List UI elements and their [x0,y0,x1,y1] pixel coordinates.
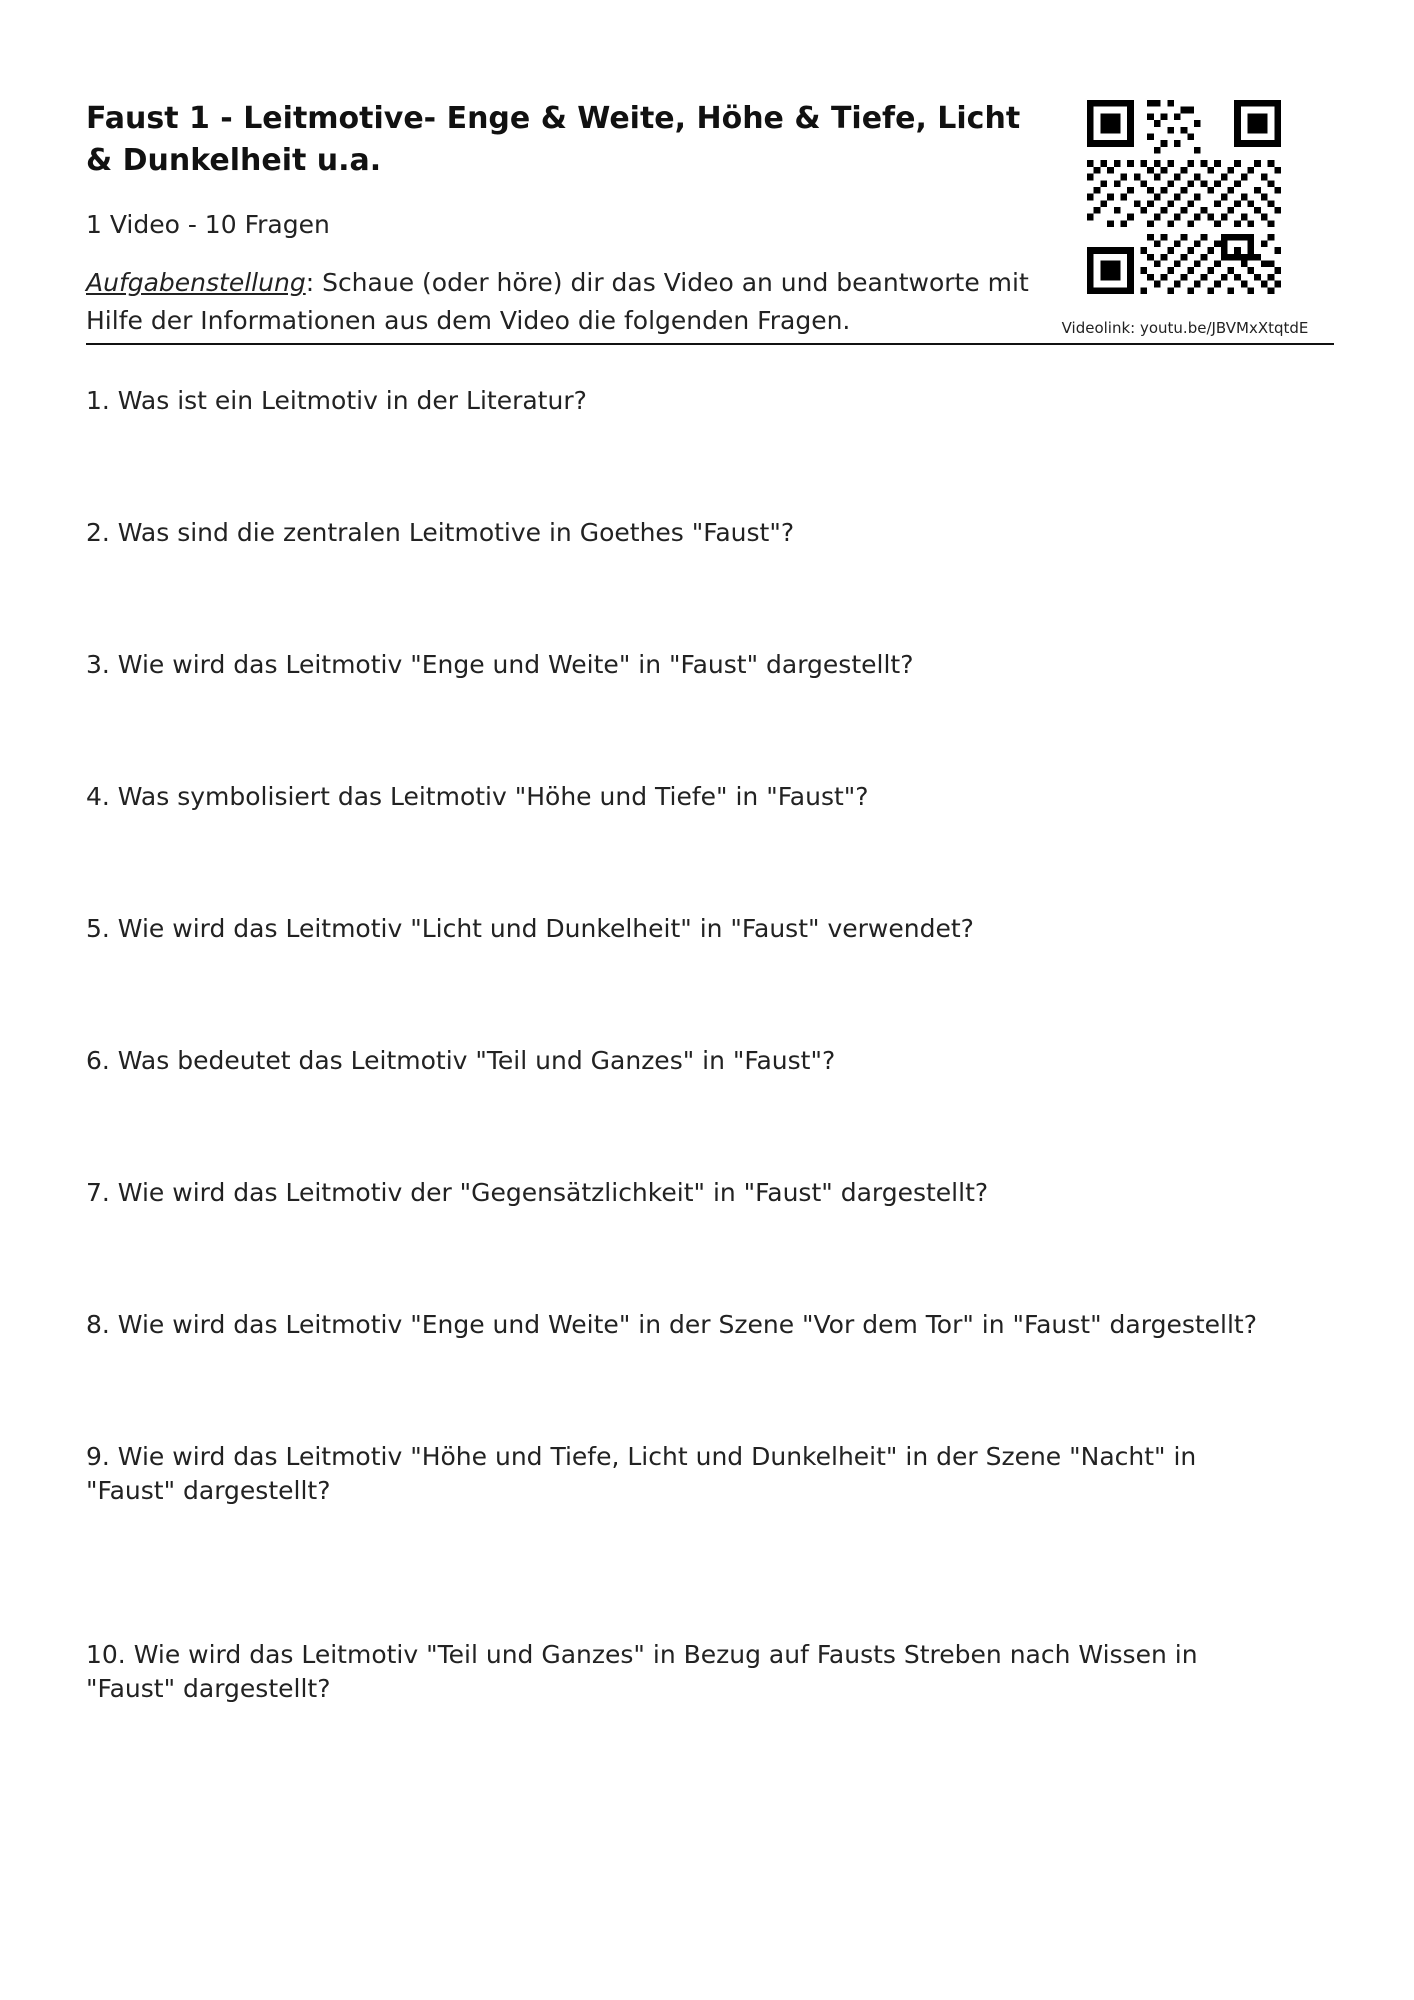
task-label: Aufgabenstellung [86,268,306,297]
subtitle: 1 Video - 10 Fragen [86,210,330,239]
question-6: 6. Was bedeutet das Leitmotiv "Teil und Ganzes" in "Faust"? [86,1046,836,1075]
question-3: 3. Wie wird das Leitmotiv "Enge und Weite" in "Faust" dargestellt? [86,650,914,679]
task-instructions [86,264,1046,340]
page-title: Faust 1 - Leitmotive- Enge & Weite, Höhe & Tiefe, Licht & Dunkelheit u.a. [86,101,1021,178]
video-link[interactable]: Videolink: youtu.be/JBVMxXtqtdE [1061,319,1309,337]
question-2: 2. Was sind die zentralen Leitmotive in Goethes "Faust"? [86,518,795,547]
question-5: 5. Wie wird das Leitmotiv "Licht und Dunkelheit" in "Faust" verwendet? [86,914,974,943]
qr-code-icon[interactable] [1087,100,1281,294]
question-list [86,384,1336,1706]
question-8: 8. Wie wird das Leitmotiv "Enge und Weite" in der Szene "Vor dem Tor" in "Faust" dargestellt? [86,1310,1257,1339]
question-9: 9. Wie wird das Leitmotiv "Höhe und Tiefe, Licht und Dunkelheit" in der Szene "Nacht" in "Faust" dargestellt? [86,1442,1197,1505]
worksheet-header [86,98,1046,340]
header-divider [86,343,1334,345]
question-10: 10. Wie wird das Leitmotiv "Teil und Ganzes" in Bezug auf Fausts Streben nach Wissen in "Faust" dargestellt? [86,1640,1198,1703]
question-1: 1. Was ist ein Leitmotiv in der Literatur? [86,386,587,415]
question-7: 7. Wie wird das Leitmotiv der "Gegensätzlichkeit" in "Faust" dargestellt? [86,1178,989,1207]
task-text: : Schaue (oder höre) dir das Video an und beantworte mit Hilfe der Informationen aus dem Video die folgenden Fragen. [86,268,1029,335]
question-4: 4. Was symbolisiert das Leitmotiv "Höhe und Tiefe" in "Faust"? [86,782,869,811]
